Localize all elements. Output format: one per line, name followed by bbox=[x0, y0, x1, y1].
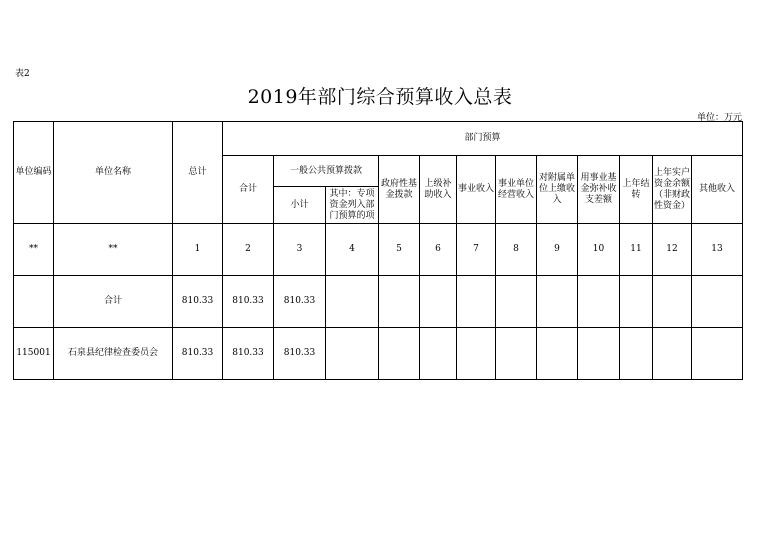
unit-name-cell: 合计 bbox=[54, 276, 173, 328]
index-cell: 4 bbox=[326, 224, 379, 276]
index-cell: ** bbox=[14, 224, 54, 276]
index-row bbox=[14, 224, 743, 276]
subtotal-cell: 810.33 bbox=[274, 276, 326, 328]
index-cell: 11 bbox=[620, 224, 653, 276]
header-business-fund-comp: 用事业基金弥补收支差额 bbox=[578, 156, 620, 224]
header-special-funds: 其中：专项资金列入部门预算的项 bbox=[326, 187, 379, 224]
header-general-budget: 一般公共预算拨款 bbox=[274, 156, 379, 187]
total-cell: 810.33 bbox=[173, 276, 223, 328]
unit-code-cell: 115001 bbox=[14, 328, 54, 380]
subtotal-cell: 810.33 bbox=[274, 328, 326, 380]
header-total: 总计 bbox=[173, 122, 223, 224]
index-cell: ** bbox=[54, 224, 173, 276]
header-combined: 合计 bbox=[223, 156, 274, 224]
page-title: 2019年部门综合预算收入总表 bbox=[247, 86, 513, 108]
combined-cell: 810.33 bbox=[223, 276, 274, 328]
header-unit-code: 单位编码 bbox=[14, 122, 54, 224]
header-gov-fund: 政府性基金拨款 bbox=[379, 156, 420, 224]
unit-label: 单位：万元 bbox=[696, 113, 742, 123]
header-superior-subsidy: 上级补助收入 bbox=[420, 156, 457, 224]
table-row bbox=[14, 276, 743, 328]
index-cell: 5 bbox=[379, 224, 420, 276]
index-cell: 2 bbox=[223, 224, 274, 276]
combined-cell: 810.33 bbox=[223, 328, 274, 380]
index-cell: 7 bbox=[457, 224, 496, 276]
header-prior-balance: 上年实户资金余额（非财政性资金） bbox=[653, 156, 692, 224]
index-cell: 8 bbox=[496, 224, 537, 276]
header-general-subtotal: 小计 bbox=[274, 187, 326, 224]
index-cell: 9 bbox=[537, 224, 578, 276]
index-cell: 6 bbox=[420, 224, 457, 276]
budget-table bbox=[13, 121, 743, 380]
unit-name-cell: 石泉县纪律检查委员会 bbox=[54, 328, 173, 380]
index-cell: 10 bbox=[578, 224, 620, 276]
header-operating-income: 事业单位经营收入 bbox=[496, 156, 537, 224]
table-row bbox=[14, 328, 743, 380]
index-cell: 12 bbox=[653, 224, 692, 276]
index-cell: 1 bbox=[173, 224, 223, 276]
index-cell: 3 bbox=[274, 224, 326, 276]
header-unit-name: 单位名称 bbox=[54, 122, 173, 224]
index-cell: 13 bbox=[692, 224, 743, 276]
header-other-income: 其他收入 bbox=[692, 156, 743, 224]
header-affiliated-income: 对附属单位上缴收入 bbox=[537, 156, 578, 224]
header-business-income: 事业收入 bbox=[457, 156, 496, 224]
header-row-1 bbox=[14, 122, 743, 156]
header-carryover: 上年结转 bbox=[620, 156, 653, 224]
total-cell: 810.33 bbox=[173, 328, 223, 380]
header-dept-budget: 部门预算 bbox=[223, 122, 743, 156]
table-number: 表2 bbox=[15, 69, 30, 79]
unit-code-cell bbox=[14, 276, 54, 328]
